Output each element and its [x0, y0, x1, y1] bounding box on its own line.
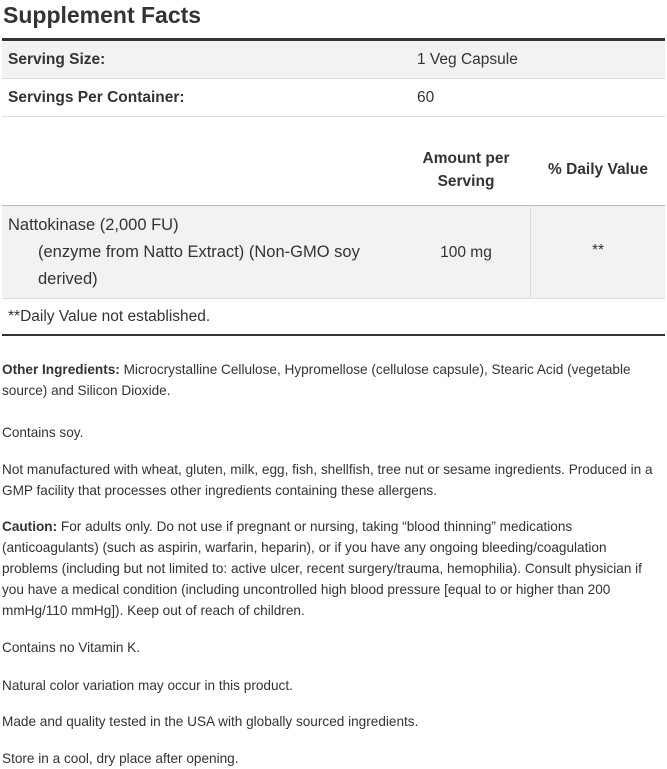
ingredient-source-cont: derived) — [38, 270, 98, 288]
contains-soy: Contains soy. — [2, 425, 84, 440]
ingredient-daily-value: ** — [591, 242, 605, 259]
other-ingredients — [2, 359, 662, 401]
caution-text: For adults only. Do not use if pregnant or nursing, taking “blood thinning” medications (anticoagulants) (such as aspirin, warfarin, heparin), or if you have any ongoing bleeding/coagulation problems (including but not limited to: active ulcer, recent surgery/trauma, hemophilia). Consult physician if you have a medical condition (including uncontrolled high blood pressure [equal to or higher than 200 mmHg/110 mmHg]). Keep out of reach of children. — [2, 519, 642, 618]
daily-value-header: % Daily Value — [548, 161, 648, 178]
color-variation: Natural color variation may occur in this product. — [2, 678, 293, 693]
caution-label: Caution: — [2, 519, 58, 534]
amount-header-line1: Amount per — [422, 150, 510, 167]
column-header-row — [2, 117, 665, 206]
ingredient-name: Nattokinase (2,000 FU) — [8, 216, 179, 234]
other-ingredients-text: Microcrystalline Cellulose, Hypromellose (cellulose capsule), Stearic Acid (vegetable source) and Silicon Dioxide. — [2, 362, 631, 398]
ingredient-row — [2, 206, 665, 299]
serving-size-value: 1 Veg Capsule — [417, 51, 518, 68]
ingredient-source: (enzyme from Natto Extract) (Non-GMO soy — [38, 243, 360, 261]
servings-per-container-label: Servings Per Container: — [8, 89, 185, 106]
other-ingredients-label: Other Ingredients: — [2, 362, 120, 377]
daily-value-footnote: **Daily Value not established. — [8, 308, 211, 325]
serving-size-label: Serving Size: — [8, 51, 106, 68]
no-vitamin-k: Contains no Vitamin K. — [2, 640, 141, 655]
serving-size-row — [2, 41, 665, 79]
amount-header-line2: Serving — [437, 173, 495, 190]
made-in-usa: Made and quality tested in the USA with globally sourced ingredients. — [2, 714, 419, 729]
footnote-row — [2, 299, 665, 336]
storage-instructions: Store in a cool, dry place after opening. — [2, 751, 239, 766]
caution — [2, 516, 662, 621]
supplement-facts-table — [2, 38, 665, 336]
allergen-statement: Not manufactured with wheat, gluten, milk, egg, fish, shellfish, tree nut or sesame ingredients. Produced in a GMP facility that processes other ingredients containing these allergens. — [2, 462, 653, 498]
column-divider — [530, 206, 531, 298]
ingredient-amount: 100 mg — [440, 244, 492, 261]
servings-per-container-value: 60 — [417, 89, 435, 106]
supplement-facts-title: Supplement Facts — [3, 2, 202, 28]
servings-per-container-row — [2, 79, 665, 117]
